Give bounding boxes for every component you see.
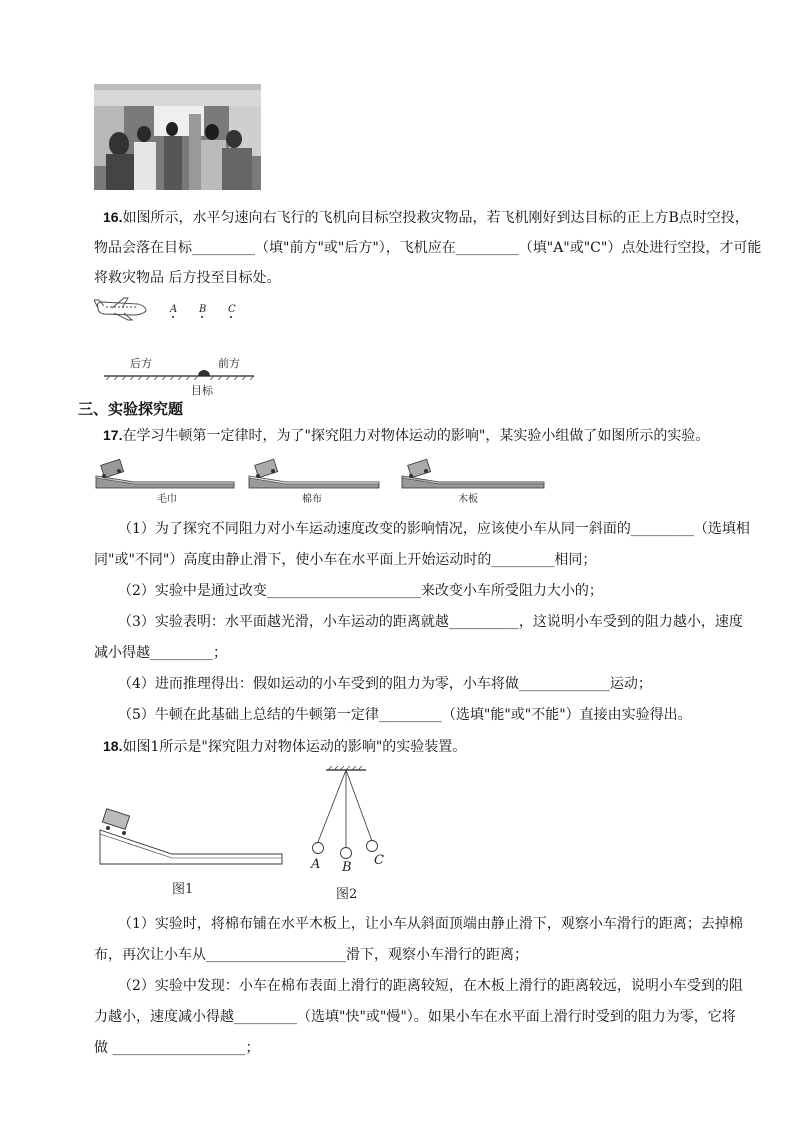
q16-line3: 将救灾物品 后方投至目标处。 <box>94 270 281 286</box>
section-title: 三、实验探究题 <box>78 400 184 418</box>
ball-c <box>367 841 378 852</box>
q18-intro-line <box>103 736 466 757</box>
q18-part2c: 做 ___________________； <box>94 1040 260 1056</box>
q17-part3b: 减小得越_________； <box>94 645 227 661</box>
point-c-label: C <box>228 304 236 315</box>
q17-part1b: 同"或"不同"）高度由静止滑下，使小车在水平面上开始运动时的_________相同； <box>94 552 597 568</box>
target-marker <box>198 370 210 376</box>
bus-interior-photo <box>94 84 261 190</box>
q18-part1b: 布，再次让小车从____________________滑下，观察小车滑行的距离； <box>94 947 528 963</box>
ramp-wood <box>402 459 544 488</box>
ball-b <box>341 848 352 859</box>
q17-part4: （4）进而推理得出：假如运动的小车受到的阻力为零，小车将做_____________运动； <box>118 676 652 692</box>
cart-icon <box>102 809 129 830</box>
airplane-diagram <box>94 294 264 398</box>
q18-part2b: 力越小，速度减小得越_________（选填"快"或"慢"）。如果小车在水平面上滑行时受到的阻力为零，它将 <box>94 1009 736 1025</box>
point-b-label: B <box>199 304 207 315</box>
q17-intro: 在学习牛顿第一定律时，为了"探究阻力对物体运动的影响"，某实验小组做了如图所示的实验。 <box>122 428 710 444</box>
q18-part1a: （1）实验时，将棉布铺在水平木板上，让小车从斜面顶端由静止滑下，观察小车滑行的距离；去掉棉 <box>118 916 743 932</box>
q17-intro-line <box>103 425 709 446</box>
q18-intro: 如图1所示是"探究阻力对物体运动的影响"的实验装置。 <box>122 739 467 755</box>
ball-a-label: A <box>311 857 321 872</box>
fig2-pendulum-diagram <box>302 766 392 906</box>
fig2-label: 图2 <box>336 887 358 902</box>
ramp-cotton <box>249 459 379 488</box>
ball-c-label: C <box>374 853 384 868</box>
fig1-ramp-diagram <box>96 808 286 900</box>
q17-part2: （2）实验中是通过改变______________________来改变小车所受阻力大小的； <box>118 583 603 599</box>
q16-number: 16. <box>103 209 123 225</box>
ground-hatch <box>106 376 254 380</box>
point-a-dot <box>172 316 174 318</box>
point-b-dot <box>201 316 203 318</box>
ball-a <box>313 843 324 854</box>
q16-line2: 物品会落在目标_________（填"前方"或"后方"），飞机应在_________（填"A"或"C"）点处进行空投，才可能 <box>94 240 762 256</box>
q17-part3a: （3）实验表明：水平面越光滑，小车运动的距离就越__________，这说明小车受到的阻力越小，速度 <box>118 614 743 630</box>
airplane-icon <box>94 298 146 320</box>
ramp-towel <box>96 459 234 488</box>
q16-line1 <box>103 207 749 228</box>
surface-towel-label: 毛巾 <box>157 494 177 505</box>
q17-part5: （5）牛顿在此基础上总结的牛顿第一定律_________（选填"能"或"不能"）直接由实验得出。 <box>118 707 692 723</box>
fig1-label: 图1 <box>172 882 194 897</box>
front-label: 前方 <box>218 357 240 370</box>
point-a-label: A <box>170 304 178 315</box>
q16-text1: 如图所示，水平匀速向右飞行的飞机向目标空投救灾物品，若飞机刚好到达目标的正上方B点时空投， <box>122 210 749 226</box>
back-label: 后方 <box>130 357 152 370</box>
surface-cotton-label: 棉布 <box>302 494 322 505</box>
q17-number: 17. <box>103 427 123 443</box>
surface-wood-label: 木板 <box>458 494 478 505</box>
target-label: 目标 <box>191 384 213 397</box>
ball-b-label: B <box>342 860 352 875</box>
point-c-dot <box>230 316 232 318</box>
q18-number: 18. <box>103 738 123 754</box>
q18-part2a: （2）实验中发现：小车在棉布表面上滑行的距离较短，在木板上滑行的距离较远，说明小车受到的阻 <box>118 978 743 994</box>
ramps-diagram <box>94 454 546 506</box>
q17-part1a: （1）为了探究不同阻力对小车运动速度改变的影响情况，应该使小车从同一斜面的_________（选填相 <box>118 521 750 537</box>
